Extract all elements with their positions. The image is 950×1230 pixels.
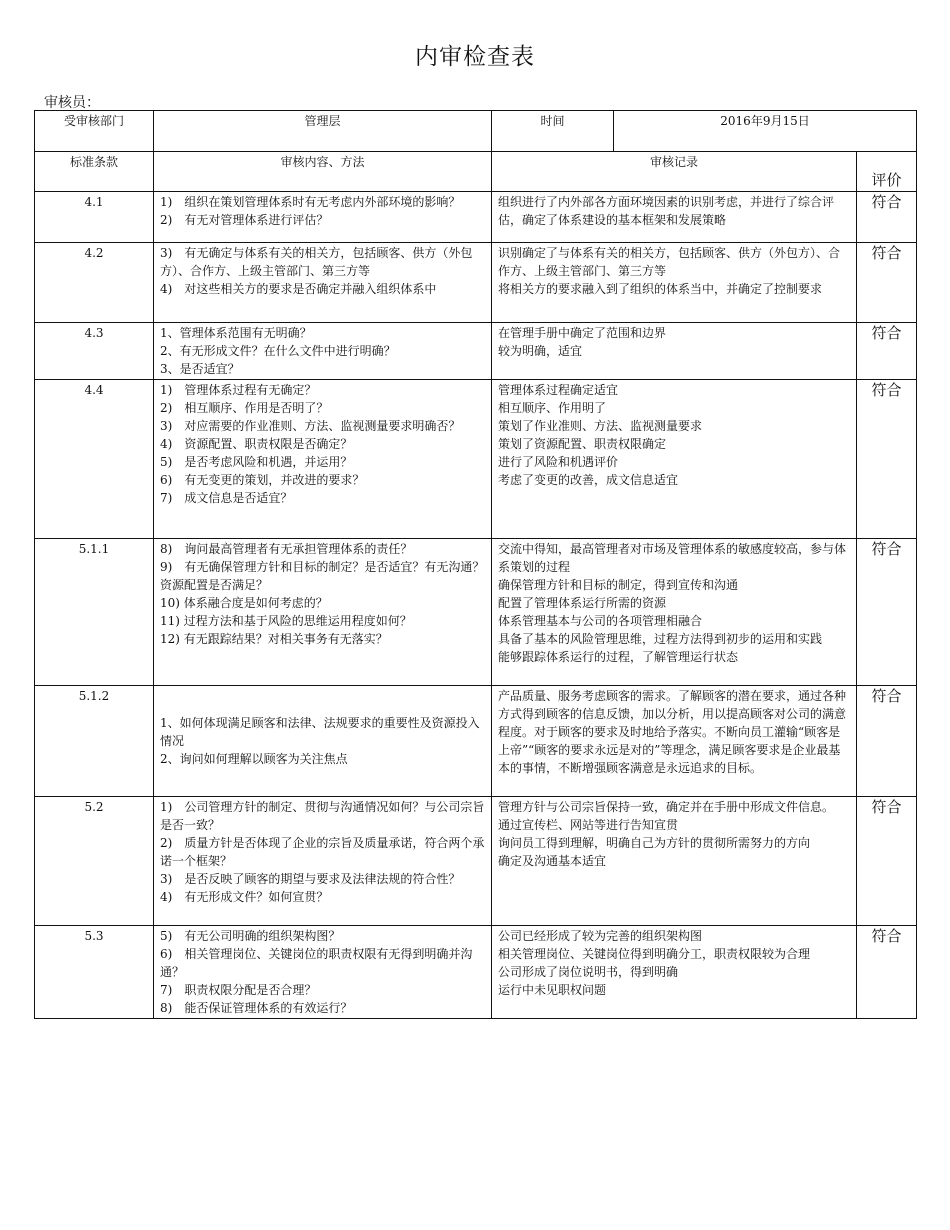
content-line: 2) 相互顺序、作用是否明了？ xyxy=(160,401,329,415)
content-line: 7) 职责权限分配是否合理？ xyxy=(160,983,317,997)
table-row xyxy=(35,797,917,926)
clause-cell: 5.3 xyxy=(35,926,154,1019)
record-line: 将相关方的要求融入到了组织的体系当中，并确定了控制要求 xyxy=(498,282,823,296)
page-title: 内审检查表 xyxy=(415,44,535,70)
content-line: 10) 体系融合度是如何考虑的？ xyxy=(160,596,328,610)
content-line: 2、有无形成文件？在什么文件中进行明确？ xyxy=(160,344,396,358)
audit-record-cell xyxy=(492,926,857,1019)
record-line: 确定及沟通基本适宜 xyxy=(498,854,607,868)
record-line: 公司形成了岗位说明书，得到明确 xyxy=(498,965,679,979)
content-line: 8) 能否保证管理体系的有效运行？ xyxy=(160,1001,353,1015)
content-line: 4) 对这些相关方的要求是否确定并融入组织体系中 xyxy=(160,282,437,296)
table-row xyxy=(35,380,917,539)
result-cell: 符合 xyxy=(857,192,917,243)
record-line: 询问员工得到理解，明确自己为方针的贯彻所需努力的方向 xyxy=(498,836,811,850)
record-line: 交流中得知，最高管理者对市场及管理体系的敏感度较高，参与体系策划的过程 xyxy=(498,542,847,574)
record-line: 公司已经形成了较为完善的组织架构图 xyxy=(498,929,703,943)
audit-content-cell xyxy=(154,192,492,243)
record-line: 在管理手册中确定了范围和边界 xyxy=(498,326,667,340)
table-row xyxy=(35,323,917,380)
audit-record-cell xyxy=(492,243,857,323)
record-line: 管理方针与公司宗旨保持一致，确定并在手册中形成文件信息。 xyxy=(498,800,835,814)
audit-content-cell xyxy=(154,539,492,686)
content-line: 12) 有无跟踪结果？对相关事务有无落实？ xyxy=(160,632,388,646)
content-line: 8) 询问最高管理者有无承担管理体系的责任？ xyxy=(160,542,413,556)
content-line: 3、是否适宜？ xyxy=(160,362,240,376)
table-row xyxy=(35,243,917,323)
record-line: 相互顺序、作用明了 xyxy=(498,401,607,415)
result-cell: 符合 xyxy=(857,243,917,323)
audit-record-cell xyxy=(492,686,857,797)
audit-content-cell xyxy=(154,686,492,797)
record-line: 较为明确，适宜 xyxy=(498,344,583,358)
record-line: 考虑了变更的改善，成文信息适宜 xyxy=(498,473,679,487)
content-line: 3) 是否反映了顾客的期望与要求及法律法规的符合性？ xyxy=(160,872,461,886)
content-line: 6) 有无变更的策划，并改进的要求？ xyxy=(160,473,365,487)
clause-cell: 5.2 xyxy=(35,797,154,926)
audit-content-cell xyxy=(154,797,492,926)
content-line: 1) 公司管理方针的制定、贯彻与沟通情况如何？与公司宗旨是否一致？ xyxy=(160,800,485,832)
dept-value: 管理层 xyxy=(154,111,492,152)
table-row xyxy=(35,192,917,243)
record-line: 识别确定了与体系有关的相关方，包括顾客、供方（外包方）、合作方、上级主管部门、第三方等 xyxy=(498,246,841,278)
audit-record-cell xyxy=(492,797,857,926)
result-cell: 符合 xyxy=(857,686,917,797)
record-line: 相关管理岗位、关键岗位得到明确分工，职责权限较为合理 xyxy=(498,947,811,961)
content-line: 2、询问如何理解以顾客为关注焦点 xyxy=(160,752,348,766)
content-line: 9) 有无确保管理方针和目标的制定？是否适宜？有无沟通？资源配置是否满足？ xyxy=(160,560,485,592)
content-line: 11) 过程方法和基于风险的思维运用程度如何？ xyxy=(160,614,412,628)
table-row xyxy=(35,539,917,686)
audit-content-cell xyxy=(154,243,492,323)
result-cell: 符合 xyxy=(857,926,917,1019)
content-line: 5) 有无公司明确的组织架构图？ xyxy=(160,929,341,943)
content-line: 5) 是否考虑风险和机遇，并运用？ xyxy=(160,455,353,469)
clause-cell: 4.3 xyxy=(35,323,154,380)
record-line: 策划了作业准则、方法、监视测量要求 xyxy=(498,419,703,433)
content-line: 7) 成文信息是否适宜？ xyxy=(160,491,293,505)
auditor-label: 审核员： xyxy=(44,95,100,111)
content-line: 1、如何体现满足顾客和法律、法规要求的重要性及资源投入情况 xyxy=(160,716,480,748)
record-line: 能够跟踪体系运行的过程，了解管理运行状态 xyxy=(498,650,739,664)
dept-label: 受审核部门 xyxy=(35,111,154,152)
time-label: 时间 xyxy=(492,111,614,152)
content-line: 4) 资源配置、职责权限是否确定？ xyxy=(160,437,353,451)
table-row xyxy=(35,926,917,1019)
clause-cell: 4.2 xyxy=(35,243,154,323)
result-cell: 符合 xyxy=(857,380,917,539)
result-cell: 符合 xyxy=(857,323,917,380)
header-row xyxy=(35,111,917,152)
record-line: 配置了管理体系运行所需的资源 xyxy=(498,596,667,610)
time-value: 2016年9月15日 xyxy=(614,111,917,152)
record-line: 运行中未见职权问题 xyxy=(498,983,607,997)
record-line: 通过宣传栏、网站等进行告知宣贯 xyxy=(498,818,679,832)
content-line: 4) 有无形成文件？如何宣贯？ xyxy=(160,890,329,904)
audit-content-cell xyxy=(154,926,492,1019)
record-line: 进行了风险和机遇评价 xyxy=(498,455,619,469)
table-row xyxy=(35,686,917,797)
record-line: 组织进行了内外部各方面环境因素的识别考虑，并进行了综合评估，确定了体系建设的基本框架和发展策略 xyxy=(498,195,835,227)
content-line: 6) 相关管理岗位、关键岗位的职责权限有无得到明确并沟通？ xyxy=(160,947,473,979)
clause-cell: 4.4 xyxy=(35,380,154,539)
audit-content-cell xyxy=(154,323,492,380)
col-clause: 标准条款 xyxy=(35,152,154,192)
record-line: 体系管理基本与公司的各项管理相融合 xyxy=(498,614,703,628)
record-line: 具备了基本的风险管理思维，过程方法得到初步的运用和实践 xyxy=(498,632,823,646)
audit-checklist-table xyxy=(34,110,917,1019)
record-line: 确保管理方针和目标的制定，得到宣传和沟通 xyxy=(498,578,739,592)
record-line: 管理体系过程确定适宜 xyxy=(498,383,619,397)
col-record: 审核记录 xyxy=(492,152,857,192)
content-line: 2) 质量方针是否体现了企业的宗旨及质量承诺，符合两个承诺一个框架？ xyxy=(160,836,485,868)
clause-cell: 5.1.2 xyxy=(35,686,154,797)
result-cell: 符合 xyxy=(857,797,917,926)
clause-cell: 5.1.1 xyxy=(35,539,154,686)
content-line: 1) 管理体系过程有无确定？ xyxy=(160,383,317,397)
content-line: 1) 组织在策划管理体系时有无考虑内外部环境的影响？ xyxy=(160,195,461,209)
audit-content-cell xyxy=(154,380,492,539)
result-cell: 符合 xyxy=(857,539,917,686)
audit-record-cell xyxy=(492,323,857,380)
clause-cell: 4.1 xyxy=(35,192,154,243)
col-result: 评价 xyxy=(857,152,917,192)
content-line: 2) 有无对管理体系进行评估？ xyxy=(160,213,329,227)
audit-record-cell xyxy=(492,380,857,539)
record-line: 产品质量、服务考虑顾客的需求。了解顾客的潜在要求，通过各种方式得到顾客的信息反馈，加以分析，用以提高顾客对公司的满意程度。对于顾客的要求及时地给予落实。不断向员工灌输“顾客是上帝”“顾客的要求永远是对的”等理念，满足顾客要求是企业最基本的事情，不断增强顾客满意是永远追求的目标。 xyxy=(498,689,847,775)
content-line: 3) 有无确定与体系有关的相关方，包括顾客、供方（外包方）、合作方、上级主管部门、第三方等 xyxy=(160,246,473,278)
content-line: 3) 对应需要的作业准则、方法、监视测量要求明确否？ xyxy=(160,419,461,433)
audit-record-cell xyxy=(492,192,857,243)
audit-record-cell xyxy=(492,539,857,686)
record-line: 策划了资源配置、职责权限确定 xyxy=(498,437,667,451)
content-line: 1、管理体系范围有无明确？ xyxy=(160,326,312,340)
col-content: 审核内容、方法 xyxy=(154,152,492,192)
column-header-row xyxy=(35,152,917,192)
